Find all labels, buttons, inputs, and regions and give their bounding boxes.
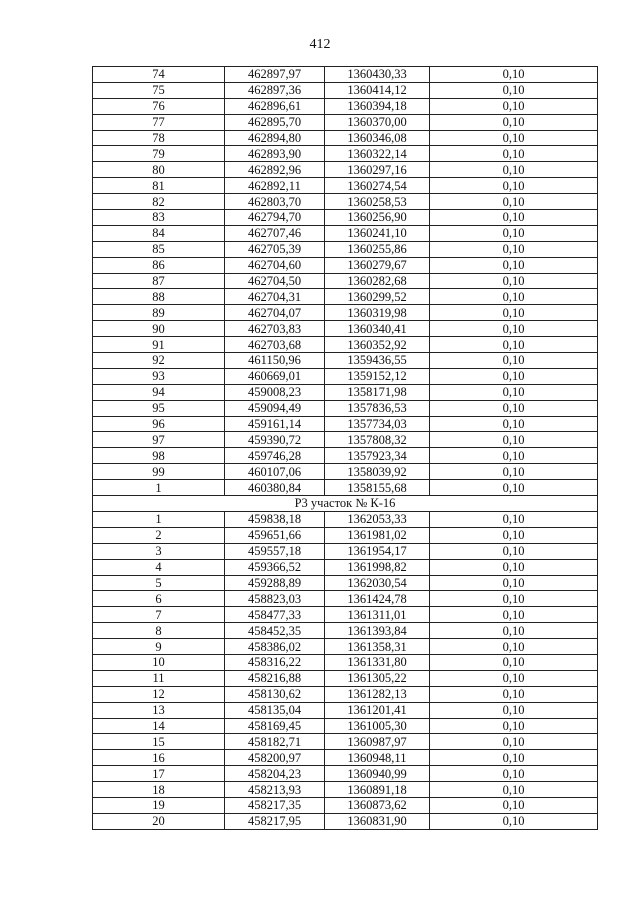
section-header-row xyxy=(93,496,598,512)
accuracy-cell: 0,10 xyxy=(430,702,598,718)
x-coordinate-cell: 462896,61 xyxy=(225,98,325,114)
accuracy-cell: 0,10 xyxy=(430,543,598,559)
point-number-cell: 6 xyxy=(93,591,225,607)
table-row xyxy=(93,607,598,623)
y-coordinate-cell: 1358039,92 xyxy=(325,464,430,480)
x-coordinate-cell: 462707,46 xyxy=(225,225,325,241)
point-number-cell: 99 xyxy=(93,464,225,480)
point-number-cell: 75 xyxy=(93,82,225,98)
y-coordinate-cell: 1362030,54 xyxy=(325,575,430,591)
accuracy-cell: 0,10 xyxy=(430,114,598,130)
accuracy-cell: 0,10 xyxy=(430,257,598,273)
accuracy-cell: 0,10 xyxy=(430,146,598,162)
x-coordinate-cell: 458452,35 xyxy=(225,623,325,639)
accuracy-cell: 0,10 xyxy=(430,527,598,543)
point-number-cell: 12 xyxy=(93,686,225,702)
x-coordinate-cell: 458386,02 xyxy=(225,639,325,655)
x-coordinate-cell: 459288,89 xyxy=(225,575,325,591)
table-row xyxy=(93,432,598,448)
y-coordinate-cell: 1360256,90 xyxy=(325,210,430,226)
point-number-cell: 93 xyxy=(93,368,225,384)
point-number-cell: 92 xyxy=(93,353,225,369)
x-coordinate-cell: 458135,04 xyxy=(225,702,325,718)
table-row xyxy=(93,654,598,670)
accuracy-cell: 0,10 xyxy=(430,82,598,98)
accuracy-cell: 0,10 xyxy=(430,432,598,448)
point-number-cell: 90 xyxy=(93,321,225,337)
point-number-cell: 89 xyxy=(93,305,225,321)
y-coordinate-cell: 1361954,17 xyxy=(325,543,430,559)
table-body-part1 xyxy=(93,67,598,496)
point-number-cell: 91 xyxy=(93,337,225,353)
y-coordinate-cell: 1361305,22 xyxy=(325,670,430,686)
point-number-cell: 20 xyxy=(93,813,225,829)
point-number-cell: 4 xyxy=(93,559,225,575)
y-coordinate-cell: 1360394,18 xyxy=(325,98,430,114)
x-coordinate-cell: 458169,45 xyxy=(225,718,325,734)
section-title: Р3 участок № К-16 xyxy=(93,496,598,512)
y-coordinate-cell: 1360346,08 xyxy=(325,130,430,146)
accuracy-cell: 0,10 xyxy=(430,448,598,464)
x-coordinate-cell: 460107,06 xyxy=(225,464,325,480)
table-row xyxy=(93,782,598,798)
table-row xyxy=(93,368,598,384)
table-row xyxy=(93,114,598,130)
x-coordinate-cell: 459161,14 xyxy=(225,416,325,432)
table-row xyxy=(93,98,598,114)
accuracy-cell: 0,10 xyxy=(430,750,598,766)
table-row xyxy=(93,718,598,734)
accuracy-cell: 0,10 xyxy=(430,670,598,686)
x-coordinate-cell: 458216,88 xyxy=(225,670,325,686)
point-number-cell: 9 xyxy=(93,639,225,655)
accuracy-cell: 0,10 xyxy=(430,210,598,226)
accuracy-cell: 0,10 xyxy=(430,178,598,194)
table-row xyxy=(93,797,598,813)
accuracy-cell: 0,10 xyxy=(430,162,598,178)
point-number-cell: 86 xyxy=(93,257,225,273)
x-coordinate-cell: 458823,03 xyxy=(225,591,325,607)
accuracy-cell: 0,10 xyxy=(430,511,598,527)
y-coordinate-cell: 1361981,02 xyxy=(325,527,430,543)
y-coordinate-cell: 1360414,12 xyxy=(325,82,430,98)
accuracy-cell: 0,10 xyxy=(430,654,598,670)
y-coordinate-cell: 1360987,97 xyxy=(325,734,430,750)
y-coordinate-cell: 1360340,41 xyxy=(325,321,430,337)
y-coordinate-cell: 1360891,18 xyxy=(325,782,430,798)
x-coordinate-cell: 462704,50 xyxy=(225,273,325,289)
point-number-cell: 1 xyxy=(93,480,225,496)
x-coordinate-cell: 462803,70 xyxy=(225,194,325,210)
y-coordinate-cell: 1360831,90 xyxy=(325,813,430,829)
point-number-cell: 11 xyxy=(93,670,225,686)
y-coordinate-cell: 1361424,78 xyxy=(325,591,430,607)
x-coordinate-cell: 462704,60 xyxy=(225,257,325,273)
point-number-cell: 80 xyxy=(93,162,225,178)
x-coordinate-cell: 462897,97 xyxy=(225,67,325,83)
y-coordinate-cell: 1360319,98 xyxy=(325,305,430,321)
table-row xyxy=(93,273,598,289)
point-number-cell: 98 xyxy=(93,448,225,464)
table-row xyxy=(93,257,598,273)
y-coordinate-cell: 1360282,68 xyxy=(325,273,430,289)
x-coordinate-cell: 462897,36 xyxy=(225,82,325,98)
y-coordinate-cell: 1360322,14 xyxy=(325,146,430,162)
x-coordinate-cell: 459094,49 xyxy=(225,400,325,416)
table-row xyxy=(93,591,598,607)
accuracy-cell: 0,10 xyxy=(430,225,598,241)
y-coordinate-cell: 1361282,13 xyxy=(325,686,430,702)
point-number-cell: 1 xyxy=(93,511,225,527)
table-row xyxy=(93,750,598,766)
y-coordinate-cell: 1361331,80 xyxy=(325,654,430,670)
point-number-cell: 7 xyxy=(93,607,225,623)
point-number-cell: 97 xyxy=(93,432,225,448)
accuracy-cell: 0,10 xyxy=(430,416,598,432)
accuracy-cell: 0,10 xyxy=(430,575,598,591)
table-row xyxy=(93,766,598,782)
accuracy-cell: 0,10 xyxy=(430,686,598,702)
accuracy-cell: 0,10 xyxy=(430,639,598,655)
point-number-cell: 88 xyxy=(93,289,225,305)
point-number-cell: 17 xyxy=(93,766,225,782)
y-coordinate-cell: 1360241,10 xyxy=(325,225,430,241)
y-coordinate-cell: 1358155,68 xyxy=(325,480,430,496)
y-coordinate-cell: 1357923,34 xyxy=(325,448,430,464)
point-number-cell: 13 xyxy=(93,702,225,718)
accuracy-cell: 0,10 xyxy=(430,734,598,750)
table-row xyxy=(93,400,598,416)
table-row xyxy=(93,194,598,210)
y-coordinate-cell: 1361311,01 xyxy=(325,607,430,623)
x-coordinate-cell: 462704,07 xyxy=(225,305,325,321)
y-coordinate-cell: 1359152,12 xyxy=(325,368,430,384)
x-coordinate-cell: 458316,22 xyxy=(225,654,325,670)
accuracy-cell: 0,10 xyxy=(430,480,598,496)
y-coordinate-cell: 1362053,33 xyxy=(325,511,430,527)
table-row xyxy=(93,448,598,464)
x-coordinate-cell: 459838,18 xyxy=(225,511,325,527)
x-coordinate-cell: 462894,80 xyxy=(225,130,325,146)
accuracy-cell: 0,10 xyxy=(430,194,598,210)
table-row xyxy=(93,480,598,496)
point-number-cell: 78 xyxy=(93,130,225,146)
table-row xyxy=(93,225,598,241)
x-coordinate-cell: 460380,84 xyxy=(225,480,325,496)
accuracy-cell: 0,10 xyxy=(430,623,598,639)
point-number-cell: 79 xyxy=(93,146,225,162)
point-number-cell: 82 xyxy=(93,194,225,210)
accuracy-cell: 0,10 xyxy=(430,289,598,305)
table-row xyxy=(93,702,598,718)
accuracy-cell: 0,10 xyxy=(430,400,598,416)
y-coordinate-cell: 1360274,54 xyxy=(325,178,430,194)
accuracy-cell: 0,10 xyxy=(430,273,598,289)
point-number-cell: 19 xyxy=(93,797,225,813)
point-number-cell: 96 xyxy=(93,416,225,432)
y-coordinate-cell: 1361358,31 xyxy=(325,639,430,655)
accuracy-cell: 0,10 xyxy=(430,607,598,623)
point-number-cell: 87 xyxy=(93,273,225,289)
point-number-cell: 94 xyxy=(93,384,225,400)
table-row xyxy=(93,527,598,543)
y-coordinate-cell: 1360299,52 xyxy=(325,289,430,305)
point-number-cell: 85 xyxy=(93,241,225,257)
x-coordinate-cell: 459746,28 xyxy=(225,448,325,464)
accuracy-cell: 0,10 xyxy=(430,782,598,798)
point-number-cell: 2 xyxy=(93,527,225,543)
accuracy-cell: 0,10 xyxy=(430,130,598,146)
y-coordinate-cell: 1357734,03 xyxy=(325,416,430,432)
table-row xyxy=(93,337,598,353)
y-coordinate-cell: 1360940,99 xyxy=(325,766,430,782)
table-row xyxy=(93,639,598,655)
point-number-cell: 14 xyxy=(93,718,225,734)
y-coordinate-cell: 1361998,82 xyxy=(325,559,430,575)
point-number-cell: 83 xyxy=(93,210,225,226)
point-number-cell: 81 xyxy=(93,178,225,194)
table-row xyxy=(93,210,598,226)
table-row xyxy=(93,575,598,591)
x-coordinate-cell: 458213,93 xyxy=(225,782,325,798)
y-coordinate-cell: 1358171,98 xyxy=(325,384,430,400)
x-coordinate-cell: 458217,95 xyxy=(225,813,325,829)
y-coordinate-cell: 1360370,00 xyxy=(325,114,430,130)
y-coordinate-cell: 1360279,67 xyxy=(325,257,430,273)
point-number-cell: 18 xyxy=(93,782,225,798)
x-coordinate-cell: 459557,18 xyxy=(225,543,325,559)
y-coordinate-cell: 1359436,55 xyxy=(325,353,430,369)
accuracy-cell: 0,10 xyxy=(430,67,598,83)
y-coordinate-cell: 1357836,53 xyxy=(325,400,430,416)
x-coordinate-cell: 459651,66 xyxy=(225,527,325,543)
x-coordinate-cell: 459390,72 xyxy=(225,432,325,448)
x-coordinate-cell: 458200,97 xyxy=(225,750,325,766)
table-row xyxy=(93,686,598,702)
accuracy-cell: 0,10 xyxy=(430,797,598,813)
accuracy-cell: 0,10 xyxy=(430,337,598,353)
y-coordinate-cell: 1360948,11 xyxy=(325,750,430,766)
x-coordinate-cell: 459008,23 xyxy=(225,384,325,400)
point-number-cell: 77 xyxy=(93,114,225,130)
point-number-cell: 3 xyxy=(93,543,225,559)
table-row xyxy=(93,543,598,559)
table-row xyxy=(93,67,598,83)
point-number-cell: 10 xyxy=(93,654,225,670)
table-row xyxy=(93,670,598,686)
accuracy-cell: 0,10 xyxy=(430,766,598,782)
x-coordinate-cell: 462703,68 xyxy=(225,337,325,353)
point-number-cell: 95 xyxy=(93,400,225,416)
y-coordinate-cell: 1361393,84 xyxy=(325,623,430,639)
table-row xyxy=(93,623,598,639)
point-number-cell: 5 xyxy=(93,575,225,591)
table-row xyxy=(93,321,598,337)
x-coordinate-cell: 462794,70 xyxy=(225,210,325,226)
accuracy-cell: 0,10 xyxy=(430,559,598,575)
y-coordinate-cell: 1360297,16 xyxy=(325,162,430,178)
table-row xyxy=(93,305,598,321)
x-coordinate-cell: 462892,96 xyxy=(225,162,325,178)
table-row xyxy=(93,289,598,305)
table-body-part2 xyxy=(93,511,598,829)
y-coordinate-cell: 1360873,62 xyxy=(325,797,430,813)
accuracy-cell: 0,10 xyxy=(430,98,598,114)
section-header-group xyxy=(93,496,598,512)
coordinates-table xyxy=(92,66,598,830)
y-coordinate-cell: 1360352,92 xyxy=(325,337,430,353)
x-coordinate-cell: 458130,62 xyxy=(225,686,325,702)
accuracy-cell: 0,10 xyxy=(430,305,598,321)
accuracy-cell: 0,10 xyxy=(430,384,598,400)
accuracy-cell: 0,10 xyxy=(430,353,598,369)
accuracy-cell: 0,10 xyxy=(430,718,598,734)
x-coordinate-cell: 462892,11 xyxy=(225,178,325,194)
table-row xyxy=(93,416,598,432)
table-row xyxy=(93,511,598,527)
y-coordinate-cell: 1360258,53 xyxy=(325,194,430,210)
x-coordinate-cell: 458217,35 xyxy=(225,797,325,813)
table-row xyxy=(93,559,598,575)
accuracy-cell: 0,10 xyxy=(430,241,598,257)
table-row xyxy=(93,162,598,178)
table-row xyxy=(93,82,598,98)
table-row xyxy=(93,178,598,194)
page-number: 412 xyxy=(309,37,331,52)
x-coordinate-cell: 462704,31 xyxy=(225,289,325,305)
point-number-cell: 76 xyxy=(93,98,225,114)
x-coordinate-cell: 462705,39 xyxy=(225,241,325,257)
point-number-cell: 16 xyxy=(93,750,225,766)
x-coordinate-cell: 462895,70 xyxy=(225,114,325,130)
x-coordinate-cell: 460669,01 xyxy=(225,368,325,384)
table-row xyxy=(93,130,598,146)
y-coordinate-cell: 1360430,33 xyxy=(325,67,430,83)
table-row xyxy=(93,813,598,829)
table-row xyxy=(93,734,598,750)
accuracy-cell: 0,10 xyxy=(430,368,598,384)
x-coordinate-cell: 462703,83 xyxy=(225,321,325,337)
accuracy-cell: 0,10 xyxy=(430,591,598,607)
x-coordinate-cell: 458182,71 xyxy=(225,734,325,750)
y-coordinate-cell: 1357808,32 xyxy=(325,432,430,448)
table-row xyxy=(93,241,598,257)
y-coordinate-cell: 1360255,86 xyxy=(325,241,430,257)
table-row xyxy=(93,464,598,480)
accuracy-cell: 0,10 xyxy=(430,321,598,337)
table-row xyxy=(93,146,598,162)
x-coordinate-cell: 458204,23 xyxy=(225,766,325,782)
x-coordinate-cell: 458477,33 xyxy=(225,607,325,623)
point-number-cell: 15 xyxy=(93,734,225,750)
accuracy-cell: 0,10 xyxy=(430,464,598,480)
x-coordinate-cell: 459366,52 xyxy=(225,559,325,575)
point-number-cell: 8 xyxy=(93,623,225,639)
table-row xyxy=(93,384,598,400)
x-coordinate-cell: 462893,90 xyxy=(225,146,325,162)
accuracy-cell: 0,10 xyxy=(430,813,598,829)
table-row xyxy=(93,353,598,369)
y-coordinate-cell: 1361005,30 xyxy=(325,718,430,734)
y-coordinate-cell: 1361201,41 xyxy=(325,702,430,718)
point-number-cell: 84 xyxy=(93,225,225,241)
x-coordinate-cell: 461150,96 xyxy=(225,353,325,369)
point-number-cell: 74 xyxy=(93,67,225,83)
